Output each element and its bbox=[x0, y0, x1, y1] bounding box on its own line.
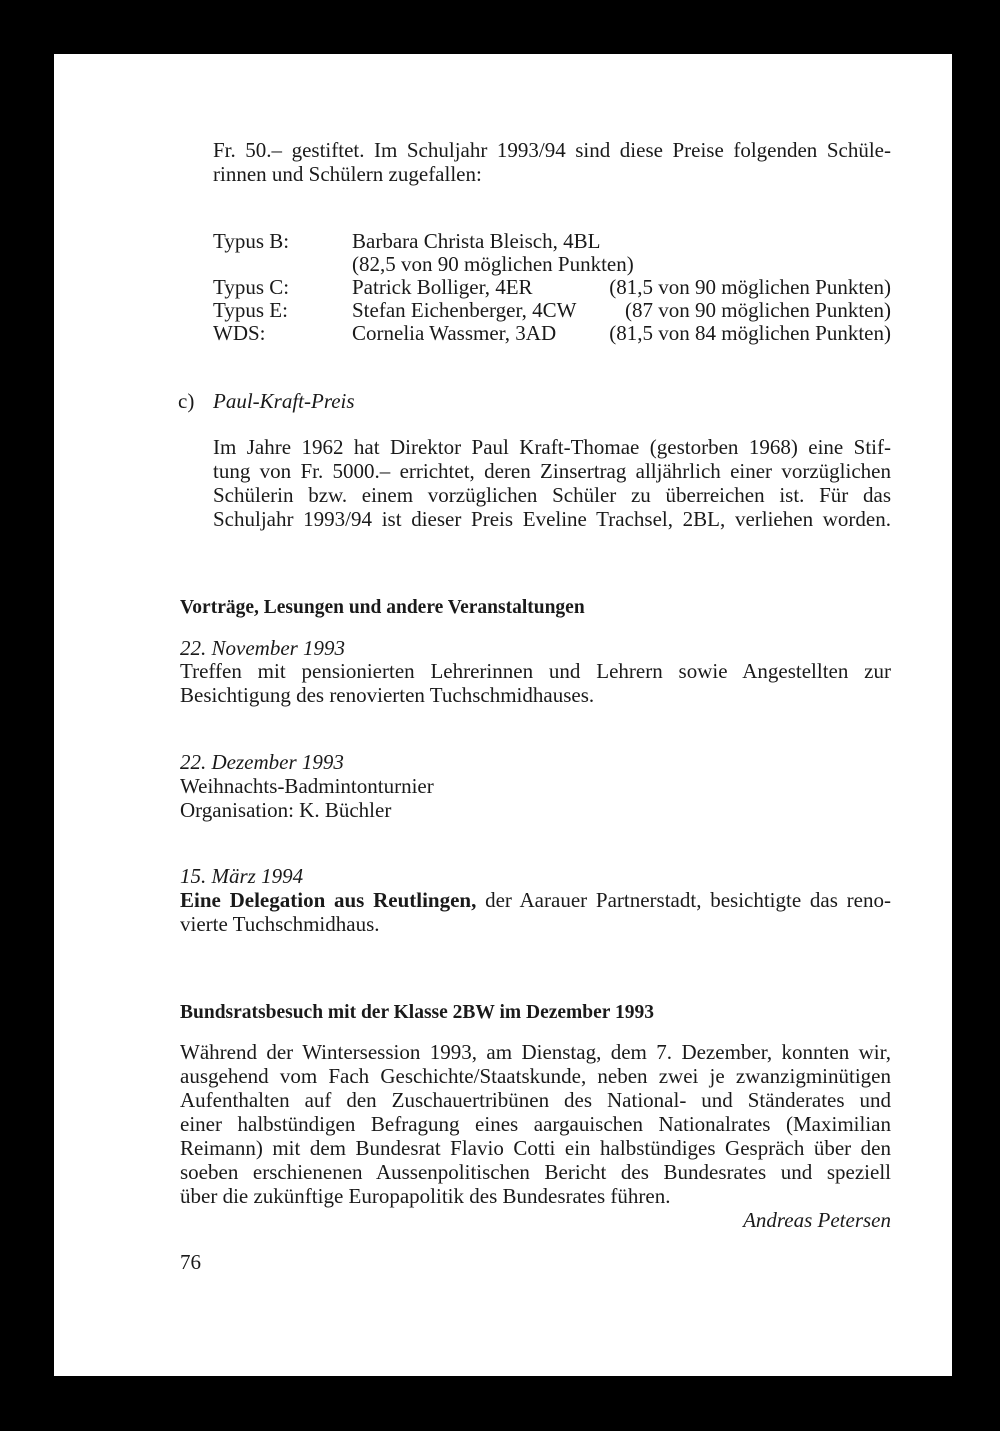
visit-line: ausgehend vom Fach Geschichte/Staatskunde, neben zwei je zwanzigminütigen bbox=[180, 1064, 891, 1088]
visit-heading: Bundsratsbesuch mit der Klasse 2BW im Dezember 1993 bbox=[180, 1002, 654, 1023]
event-line: Treffen mit pensionierten Lehrerinnen und Lehrern sowie Angestellten zur bbox=[180, 659, 891, 683]
section-c-line: Schülerin bzw. einem vorzüglichen Schüler zu überreichen ist. Für das bbox=[213, 483, 891, 507]
visit-line: über die zukünftige Europapolitik des Bundesrates führen. bbox=[180, 1184, 671, 1208]
section-c-line: Im Jahre 1962 hat Direktor Paul Kraft-Thomae (gestorben 1968) eine Stif- bbox=[213, 435, 891, 459]
author-signature: Andreas Petersen bbox=[743, 1208, 891, 1232]
event-line: Organisation: K. Büchler bbox=[180, 798, 392, 822]
section-c-title: Paul-Kraft-Preis bbox=[213, 389, 355, 413]
section-c-line: Schuljahr 1993/94 ist dieser Preis Eveline Trachsel, 2BL, verliehen worden. bbox=[213, 507, 891, 531]
page-number: 76 bbox=[180, 1250, 201, 1274]
visit-line: einer halbstündigen Befragung eines aargauischen Nationalrates (Maximilian bbox=[180, 1112, 891, 1136]
award-points: (82,5 von 90 möglichen Punkten) bbox=[352, 252, 634, 276]
event-line-rest: der Aarauer Partnerstadt, besichtigte das reno- bbox=[476, 888, 891, 912]
event-line: vierte Tuchschmidhaus. bbox=[180, 912, 380, 936]
event-line: Besichtigung des renovierten Tuchschmidhauses. bbox=[180, 683, 595, 707]
intro-line-1: Fr. 50.– gestiftet. Im Schuljahr 1993/94 sind diese Preise folgenden Schüle- bbox=[213, 138, 891, 162]
award-name: Cornelia Wassmer, 3AD bbox=[352, 321, 557, 345]
award-points: (81,5 von 84 möglichen Punkten) bbox=[609, 321, 891, 345]
event-date: 22. Dezember 1993 bbox=[180, 750, 344, 774]
event-bold-lead: Eine Delegation aus Reutlingen, bbox=[180, 888, 477, 912]
award-type: WDS: bbox=[213, 321, 266, 345]
visit-line: Reimann) mit dem Bundesrat Flavio Cotti ein halbstündiges Gespräch über den bbox=[180, 1136, 891, 1160]
section-c-marker: c) bbox=[178, 389, 195, 413]
award-type: Typus C: bbox=[213, 275, 290, 299]
events-heading: Vorträge, Lesungen und andere Veranstaltungen bbox=[180, 597, 585, 618]
document-page bbox=[54, 54, 952, 1376]
visit-line: Während der Wintersession 1993, am Dienstag, dem 7. Dezember, konnten wir, bbox=[180, 1040, 891, 1064]
award-name: Barbara Christa Bleisch, 4BL bbox=[352, 229, 601, 253]
award-type: Typus E: bbox=[213, 298, 288, 322]
intro-line-2: rinnen und Schülern zugefallen: bbox=[213, 162, 482, 186]
event-line bbox=[180, 888, 891, 912]
award-points: (87 von 90 möglichen Punkten) bbox=[625, 298, 891, 322]
visit-line: soeben erschienenen Aussenpolitischen Bericht des Bundesrates und speziell bbox=[180, 1160, 891, 1184]
visit-line: Aufenthalten auf den Zuschauertribünen des National- und Ständerates und bbox=[180, 1088, 891, 1112]
award-type: Typus B: bbox=[213, 229, 290, 253]
award-points: (81,5 von 90 möglichen Punkten) bbox=[609, 275, 891, 299]
award-name: Stefan Eichenberger, 4CW bbox=[352, 298, 577, 322]
event-date: 15. März 1994 bbox=[180, 864, 304, 888]
section-c-line: tung von Fr. 5000.– errichtet, deren Zinsertrag alljährlich einer vorzüglichen bbox=[213, 459, 891, 483]
event-date: 22. November 1993 bbox=[180, 636, 346, 660]
event-line: Weihnachts-Badmintonturnier bbox=[180, 774, 434, 798]
award-name: Patrick Bolliger, 4ER bbox=[352, 275, 533, 299]
